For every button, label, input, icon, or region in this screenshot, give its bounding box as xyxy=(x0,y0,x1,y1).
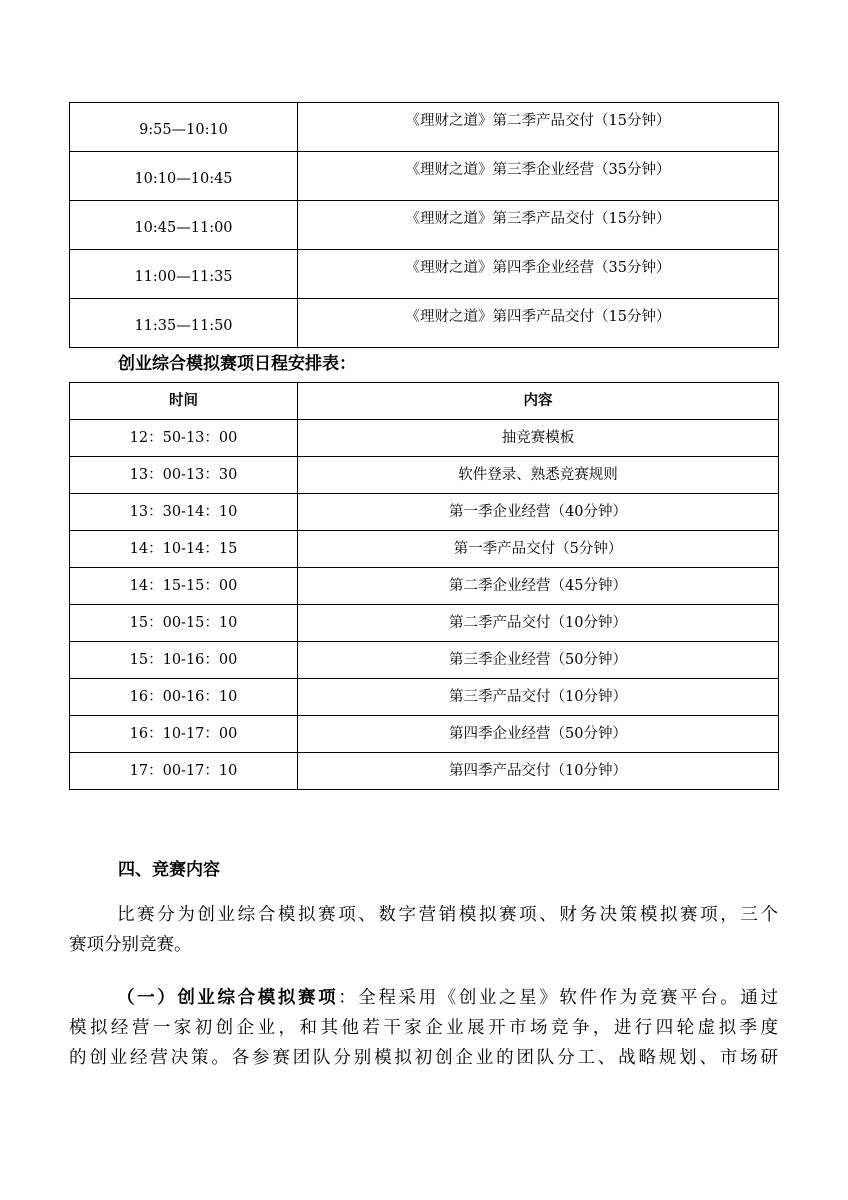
paragraph-line xyxy=(69,983,778,1013)
table-row xyxy=(70,299,779,348)
table-row xyxy=(70,568,779,605)
content-cell: 《理财之道》第二季产品交付（15分钟） xyxy=(298,103,779,152)
subsection-lead: （一）创业综合模拟赛项 xyxy=(117,988,339,1008)
time-cell: 11:00—11:35 xyxy=(70,250,298,299)
time-cell: 12：50-13：00 xyxy=(70,420,298,457)
content-cell: 第三季企业经营（50分钟） xyxy=(298,642,779,679)
paragraph-line: 的创业经营决策。各参赛团队分别模拟初创企业的团队分工、战略规划、市场研 xyxy=(69,1048,778,1068)
content-cell: 第二季企业经营（45分钟） xyxy=(298,568,779,605)
schedule-table-title: 创业综合模拟赛项日程安排表： xyxy=(118,354,356,374)
content-cell: 《理财之道》第三季产品交付（15分钟） xyxy=(298,201,779,250)
section-heading: 四、竞赛内容 xyxy=(118,860,220,880)
content-cell: 第四季企业经营（50分钟） xyxy=(298,716,779,753)
time-cell: 11:35—11:50 xyxy=(70,299,298,348)
content-cell: 第三季产品交付（10分钟） xyxy=(298,679,779,716)
table-row xyxy=(70,679,779,716)
paragraph xyxy=(69,983,778,1073)
time-cell: 13：00-13：30 xyxy=(70,457,298,494)
paragraph-line: 比赛分为创业综合模拟赛项、数字营销模拟赛项、财务决策模拟赛项，三个 xyxy=(117,905,778,925)
time-cell: 14：10-14：15 xyxy=(70,531,298,568)
time-column-header: 时间 xyxy=(70,383,298,420)
table-row xyxy=(70,753,779,790)
schedule-table-continued xyxy=(69,102,779,348)
paragraph xyxy=(69,900,778,960)
table-row xyxy=(70,103,779,152)
time-cell: 13：30-14：10 xyxy=(70,494,298,531)
content-cell: 《理财之道》第四季产品交付（15分钟） xyxy=(298,299,779,348)
time-cell: 15：10-16：00 xyxy=(70,642,298,679)
content-cell: 抽竞赛模板 xyxy=(298,420,779,457)
content-cell: 软件登录、熟悉竞赛规则 xyxy=(298,457,779,494)
time-cell: 14：15-15：00 xyxy=(70,568,298,605)
table-row xyxy=(70,152,779,201)
table-row xyxy=(70,642,779,679)
table-row xyxy=(70,250,779,299)
time-cell: 9:55—10:10 xyxy=(70,103,298,152)
paragraph-text: ：全程采用《创业之星》软件作为竞赛平台。通过 xyxy=(338,988,778,1008)
paragraph-line: 模拟经营一家初创企业，和其他若干家企业展开市场竞争，进行四轮虚拟季度 xyxy=(69,1018,778,1038)
table-row xyxy=(70,494,779,531)
table-row xyxy=(70,457,779,494)
content-cell: 《理财之道》第三季企业经营（35分钟） xyxy=(298,152,779,201)
time-cell: 15：00-15：10 xyxy=(70,605,298,642)
table-row xyxy=(70,420,779,457)
table-row xyxy=(70,716,779,753)
content-cell: 第一季企业经营（40分钟） xyxy=(298,494,779,531)
time-cell: 16：10-17：00 xyxy=(70,716,298,753)
time-cell: 10:10—10:45 xyxy=(70,152,298,201)
content-cell: 《理财之道》第四季企业经营（35分钟） xyxy=(298,250,779,299)
content-cell: 第二季产品交付（10分钟） xyxy=(298,605,779,642)
schedule-table xyxy=(69,382,779,790)
time-cell: 17：00-17：10 xyxy=(70,753,298,790)
table-header-row xyxy=(70,383,779,420)
table-row xyxy=(70,201,779,250)
table-row xyxy=(70,531,779,568)
time-cell: 16：00-16：10 xyxy=(70,679,298,716)
content-cell: 第四季产品交付（10分钟） xyxy=(298,753,779,790)
time-cell: 10:45—11:00 xyxy=(70,201,298,250)
paragraph-line: 赛项分别竞赛。 xyxy=(69,935,192,955)
table-row xyxy=(70,605,779,642)
content-column-header: 内容 xyxy=(298,383,779,420)
content-cell: 第一季产品交付（5分钟） xyxy=(298,531,779,568)
